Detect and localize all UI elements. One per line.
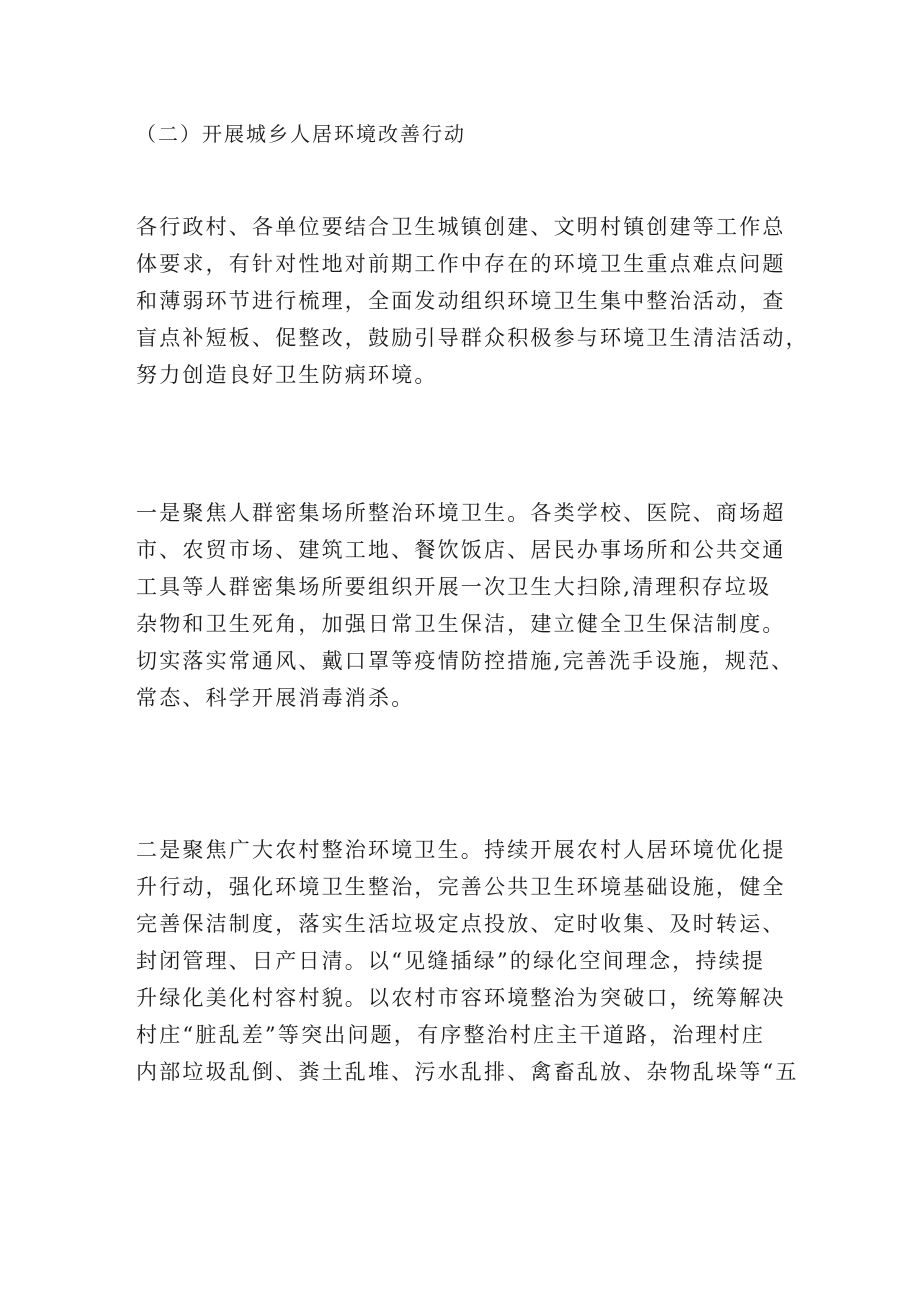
paragraph-line: 封闭管理、日产日清。以“见缝插绿”的绿化空间理念，持续提 (136, 949, 766, 973)
paragraph-line: 杂物和卫生死角，加强日常卫生保洁，建立健全卫生保洁制度。 (136, 612, 786, 636)
paragraph-line: 努力创造良好卫生防病环境。 (136, 363, 438, 387)
paragraph-crowded-places (136, 495, 794, 717)
paragraph-line: 村庄“脏乱差”等突出问题，有序整治村庄主干道路，治理村庄 (136, 1023, 766, 1047)
paragraph-intro (136, 209, 809, 394)
paragraph-line: 工具等人群密集场所要组织开展一次卫生大扫除,清理积存垃圾 (136, 575, 772, 599)
paragraph-line: 常态、科学开展消毒消杀。 (136, 686, 415, 710)
paragraph-line: 升绿化美化村容村貌。以农村市容环境整治为突破口，统筹解决 (136, 986, 786, 1010)
paragraph-line: 和薄弱环节进行梳理，全面发动组织环境卫生集中整治活动，查 (136, 289, 786, 313)
paragraph-line: 各行政村、各单位要结合卫生城镇创建、文明村镇创建等工作总 (136, 215, 786, 239)
paragraph-line: 升行动，强化环境卫生整治，完善公共卫生环境基础设施，健全 (136, 875, 786, 899)
paragraph-line: 体要求，有针对性地对前期工作中存在的环境卫生重点难点问题 (136, 252, 786, 276)
paragraph-line: 内部垃圾乱倒、粪土乱堆、污水乱排、禽畜乱放、杂物乱垛等“五 (136, 1060, 799, 1084)
paragraph-line: 切实落实常通风、戴口罩等疫情防控措施,完善洗手设施，规范、 (136, 649, 795, 673)
paragraph-line: 二是聚焦广大农村整治环境卫生。持续开展农村人居环境优化提 (136, 838, 786, 862)
section-heading: （二）开展城乡人居环境改善行动 (136, 122, 466, 146)
paragraph-line: 盲点补短板、促整改，鼓励引导群众积极参与环境卫生清洁活动， (136, 326, 809, 350)
paragraph-line: 完善保洁制度，落实生活垃圾定点投放、定时收集、及时转运、 (136, 912, 786, 936)
paragraph-line: 一是聚焦人群密集场所整治环境卫生。各类学校、医院、商场超 (136, 501, 786, 525)
paragraph-line: 市、农贸市场、建筑工地、餐饮饭店、居民办事场所和公共交通 (136, 538, 786, 562)
paragraph-rural-areas (136, 832, 799, 1091)
